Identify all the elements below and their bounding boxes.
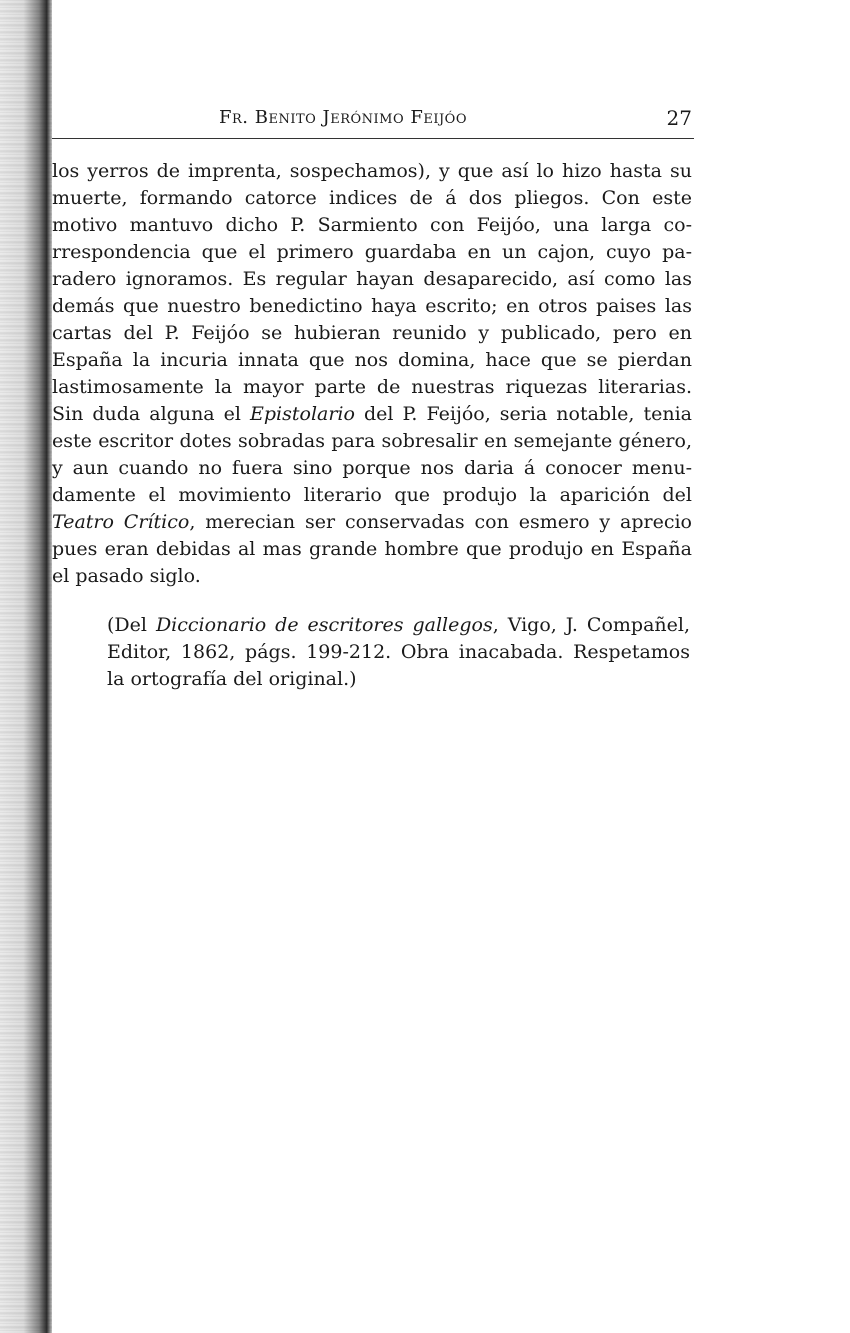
italic-title-teatro-critico: Teatro Crítico <box>52 511 190 533</box>
text-line: muerte, formando catorce indices de á dos pliegos. Con este <box>52 187 692 209</box>
page-header <box>52 103 694 143</box>
text-line: cartas del P. Feijóo se hubieran reunido y publicado, pero en <box>52 322 692 344</box>
citation-line: Editor, 1862, págs. 199-212. Obra inacabada. Respetamos <box>107 641 690 663</box>
text-line: damente el movimiento literario que produjo la aparición del <box>52 484 692 506</box>
text-line: el pasado siglo. <box>52 565 201 587</box>
text-line: motivo mantuvo dicho P. Sarmiento con Feijóo, una larga co- <box>52 214 692 236</box>
text-line: lastimosamente la mayor parte de nuestras riquezas literarias. <box>52 376 692 398</box>
text-segment: , Vigo, J. Compañel, <box>492 614 691 636</box>
source-citation <box>107 612 690 693</box>
text-line <box>52 509 692 536</box>
italic-title-diccionario: Diccionario de escritores gallegos <box>155 614 493 636</box>
body-paragraph <box>52 158 692 590</box>
text-line: radero ignoramos. Es regular hayan desaparecido, así como las <box>52 268 692 290</box>
text-line: pues eran debidas al mas grande hombre que produjo en España <box>52 538 692 560</box>
text-line: rrespondencia que el primero guardaba en un cajon, cuyo pa- <box>52 241 692 263</box>
running-head: Fr. Benito Jerónimo Feijóo <box>219 107 467 128</box>
text-line: y aun cuando no fuera sino porque nos daria á conocer menu- <box>52 457 692 479</box>
text-line <box>52 401 692 428</box>
text-line: demás que nuestro benedictino haya escrito; en otros paises las <box>52 295 692 317</box>
text-line: los yerros de imprenta, sospechamos), y que así lo hizo hasta su <box>52 160 692 182</box>
text-segment: , merecian ser conservadas con esmero y aprecio <box>189 511 692 533</box>
citation-line: la ortografía del original.) <box>107 668 357 690</box>
text-segment: (Del <box>107 614 156 636</box>
book-spine-shadow <box>0 0 52 1333</box>
header-rule <box>52 138 694 139</box>
text-segment: del P. Feijóo, seria notable, tenia <box>354 403 692 425</box>
page-number: 27 <box>666 106 692 130</box>
text-segment: Sin duda alguna el <box>52 403 251 425</box>
citation-line <box>107 612 690 639</box>
italic-title-epistolario: Epistolario <box>250 403 355 425</box>
text-line: España la incuria innata que nos domina, hace que se pierdan <box>52 349 692 371</box>
text-line: este escritor dotes sobradas para sobresalir en semejante género, <box>52 430 692 452</box>
